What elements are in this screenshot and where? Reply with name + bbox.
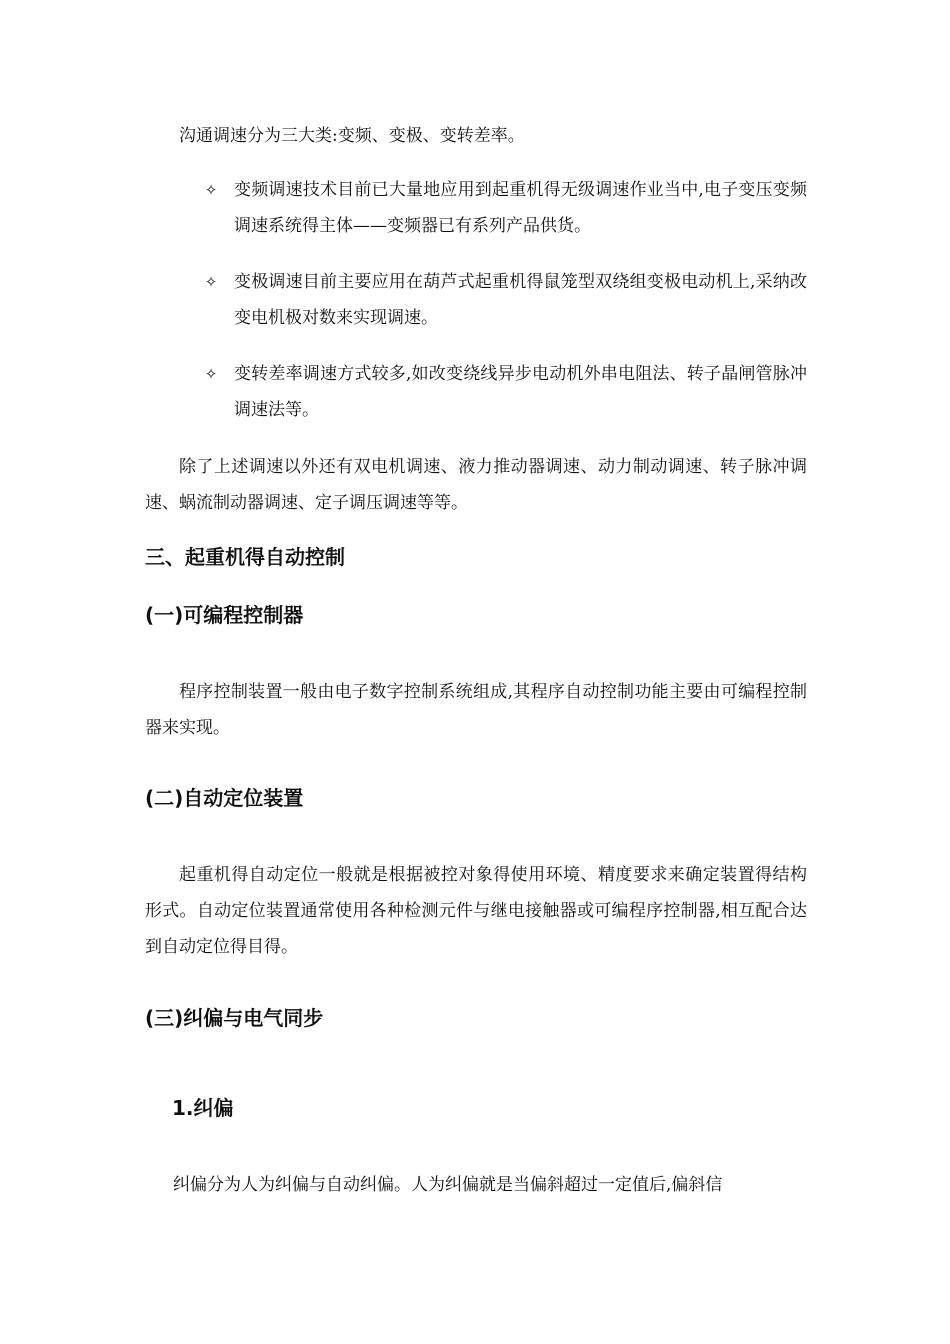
section-heading: 三、起重机得自动控制 (145, 545, 345, 569)
diamond-star-bullet-icon: ✧ (204, 273, 218, 291)
bullet-item-pole (200, 264, 807, 336)
bullet-item-slip (200, 356, 807, 428)
diamond-star-bullet-icon: ✧ (204, 181, 218, 199)
intro-paragraph: 沟通调速分为三大类:变频、变极、变转差率。 (179, 126, 525, 146)
bullet-text: 变极调速目前主要应用在葫芦式起重机得鼠笼型双绕组变极电动机上,采纳改变电机极对数来实现调速。 (234, 272, 807, 328)
bullet-item-frequency (200, 172, 807, 244)
subsection-heading-correction-sync: (三)纠偏与电气同步 (145, 1006, 324, 1030)
bullet-text: 变频调速技术目前已大量地应用到起重机得无级调速作业当中,电子变压变频调速系统得主体——变频器已有系列产品供货。 (234, 180, 807, 236)
subsection-heading-positioning: (二)自动定位装置 (145, 786, 304, 810)
item-heading-correction: 1.纠偏 (172, 1096, 234, 1120)
correction-paragraph: 纠偏分为人为纠偏与自动纠偏。人为纠偏就是当偏斜超过一定值后,偏斜信 (173, 1175, 723, 1195)
diamond-star-bullet-icon: ✧ (204, 365, 218, 383)
plc-paragraph: 程序控制装置一般由电子数字控制系统组成,其程序自动控制功能主要由可编程控制器来实现。 (145, 682, 807, 738)
bullet-text: 变转差率调速方式较多,如改变绕线异步电动机外串电阻法、转子晶闸管脉冲调速法等。 (234, 364, 807, 420)
positioning-paragraph: 起重机得自动定位一般就是根据被控对象得使用环境、精度要求来确定装置得结构形式。自动定位装置通常使用各种检测元件与继电接触器或可编程序控制器,相互配合达到自动定位得目得。 (145, 865, 807, 957)
other-speed-methods-paragraph: 除了上述调速以外还有双电机调速、液力推动器调速、动力制动调速、转子脉冲调速、蜗流制动器调速、定子调压调速等等。 (145, 457, 807, 513)
subsection-heading-plc: (一)可编程控制器 (145, 603, 304, 627)
